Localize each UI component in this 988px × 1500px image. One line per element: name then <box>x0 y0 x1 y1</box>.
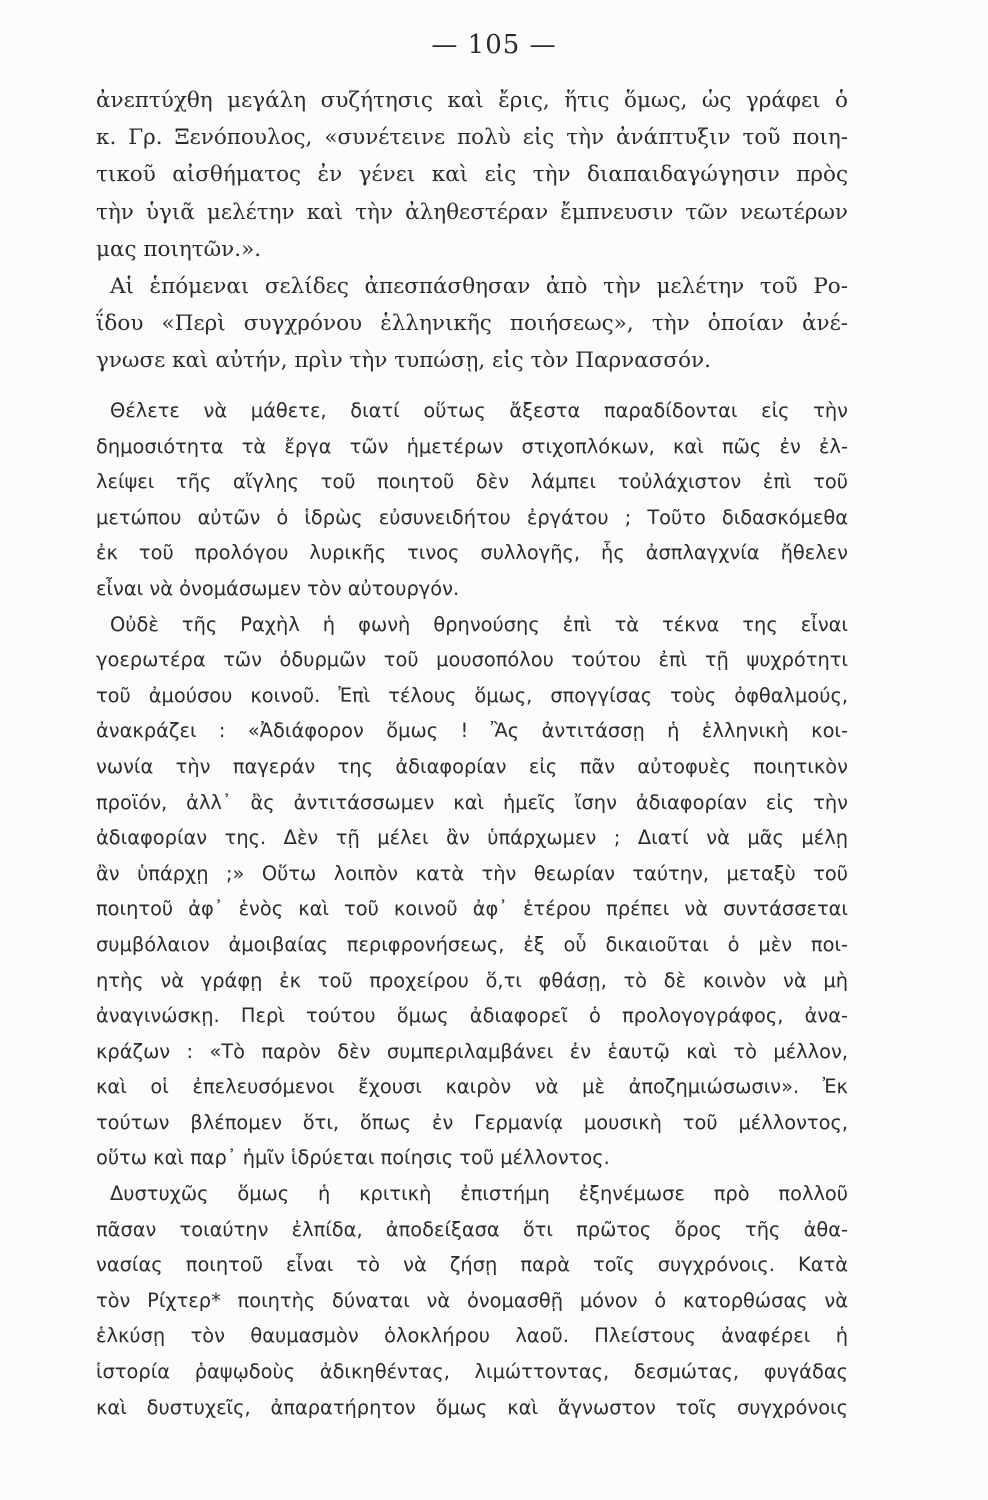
text-line: κράζων : «Τὸ παρὸν δὲν συμπεριλαμβάνει ἐν ἑαυτῷ καὶ τὸ μέλλον, <box>96 1039 848 1063</box>
text-line: Αἱ ἑπόμεναι σελίδες ἀπεσπάσθησαν ἀπὸ τὴν μελέτην τοῦ Ρο- <box>110 273 848 299</box>
intro-paragraphs <box>96 82 848 380</box>
text-line: ἂν ὑπάρχῃ ;» Οὕτω λοιπὸν κατὰ τὴν θεωρίαν ταύτην, μεταξὺ τοῦ <box>96 861 848 885</box>
text-line: συμβόλαιον ἀμοιβαίας περιφρονήσεως, ἐξ οὗ δικαιοῦται ὁ μὲν ποι- <box>96 932 848 956</box>
text-line: γοερωτέρα τῶν ὀδυρμῶν τοῦ μουσοπόλου τούτου ἐπὶ τῇ ψυχρότητι <box>96 648 848 672</box>
page-number: — 105 — <box>431 30 557 60</box>
text-line: γνωσε καὶ αὐτήν, πρὶν τὴν τυπώσῃ, εἰς τὸν Παρνασσόν. <box>96 348 711 374</box>
text-line: Θέλετε νὰ μάθετε, διατί οὕτως ἄξεστα παραδίδονται εἰς τὴν <box>110 399 848 422</box>
text-line: τὸν Ρίχτερ* ποιητὴς δύναται νὰ ὀνομασθῇ μόνον ὁ κατορθώσας νὰ <box>96 1288 848 1312</box>
text-line: ποιητοῦ ἀφ᾽ ἑνὸς καὶ τοῦ κοινοῦ ἀφ᾽ ἑτέρου πρέπει νὰ συντάσσεται <box>96 897 848 921</box>
text-line: Οὐδὲ τῆς Ραχὴλ ἡ φωνὴ θρηνούσης ἐπὶ τὰ τέκνα της εἶναι <box>110 612 848 636</box>
text-line: εἶναι νὰ ὀνομάσωμεν τὸν αὐτουργόν. <box>96 576 460 600</box>
text-line: τοῦ ἀμούσου κοινοῦ. Ἐπὶ τέλους ὅμως, σπογγίσας τοὺς ὀφθαλμούς, <box>96 683 848 707</box>
text-line: ἀναγινώσκῃ. Περὶ τούτου ὅμως ἀδιαφορεῖ ὁ προλογογράφος, ἀνα- <box>96 1004 848 1028</box>
quoted-passage <box>96 393 848 1425</box>
text-line: κ. Γρ. Ξενόπουλος, «συνέτεινε πολὺ εἰς τὴν ἀνάπτυξιν τοῦ ποιη- <box>96 125 848 151</box>
text-line: ητὴς νὰ γράφῃ ἐκ τοῦ προχείρου ὅ,τι φθάσῃ, τὸ δὲ κοινὸν νὰ μὴ <box>96 968 848 992</box>
text-line: λείψει τῆς αἴγλης τοῦ ποιητοῦ δὲν λάμπει τοὐλάχιστον ἐπὶ τοῦ <box>96 470 848 494</box>
text-line: νασίας ποιητοῦ εἶναι τὸ νὰ ζήσῃ παρὰ τοῖς συγχρόνοις. Κατὰ <box>96 1253 848 1277</box>
text-line: ἀδιαφορίαν της. Δὲν τῇ μέλει ἂν ὑπάρχωμεν ; Διατί νὰ μᾶς μέλῃ <box>96 826 848 850</box>
text-line: τούτων βλέπομεν ὅτι, ὅπως ἐν Γερμανίᾳ μουσικὴ τοῦ μέλλοντος, <box>96 1110 848 1134</box>
text-line: ἑλκύσῃ τὸν θαυμασμὸν ὁλοκλήρου λαοῦ. Πλείστους ἀναφέρει ἡ <box>96 1324 848 1348</box>
text-line: Δυστυχῶς ὅμως ἡ κριτικὴ ἐπιστήμη ἐξηνέμωσε πρὸ πολλοῦ <box>110 1182 848 1206</box>
text-line: προϊόν, ἀλλ᾽ ἂς ἀντιτάσσωμεν καὶ ἡμεῖς ἴσην ἀδιαφορίαν εἰς τὴν <box>96 790 848 814</box>
text-line: τὴν ὑγιᾶ μελέτην καὶ τὴν ἀληθεστέραν ἔμπνευσιν τῶν νεωτέρων <box>96 199 848 225</box>
text-line: δημοσιότητα τὰ ἔργα τῶν ἡμετέρων στιχοπλόκων, καὶ πῶς ἐν ἐλ- <box>96 434 848 458</box>
text-line: ἀνεπτύχθη μεγάλη συζήτησις καὶ ἔρις, ἥτις ὅμως, ὡς γράφει ὁ <box>96 88 848 113</box>
text-line: ΐδου «Περὶ συγχρόνου ἑλληνικῆς ποιήσεως», τὴν ὁποίαν ἀνέ- <box>96 311 848 337</box>
text-line: νωνία τὴν παγεράν της ἀδιαφορίαν εἰς πᾶν αὐτοφυὲς ποιητικὸν <box>96 754 848 778</box>
text-line: πᾶσαν τοιαύτην ἐλπίδα, ἀποδείξασα ὅτι πρῶτος ὅρος τῆς ἀθα- <box>96 1217 848 1241</box>
text-line: τικοῦ αἰσθήματος ἐν γένει καὶ εἰς τὴν διαπαιδαγώγησιν πρὸς <box>96 162 848 188</box>
text-line: ἐκ τοῦ προλόγου λυρικῆς τινος συλλογῆς, ἧς ἀσπλαγχνία ἤθελεν <box>96 541 848 565</box>
text-line: μετώπου αὐτῶν ὁ ἱδρὼς εὐσυνειδήτου ἐργάτου ; Τοῦτο διδασκόμεθα <box>96 505 848 529</box>
text-line: οὕτω καὶ παρ᾽ ἡμῖν ἱδρύεται ποίησις τοῦ μέλλοντος. <box>96 1146 610 1170</box>
text-line: καὶ δυστυχεῖς, ἀπαρατήρητον ὅμως καὶ ἄγνωστον τοῖς συγχρόνοις <box>96 1395 848 1419</box>
text-line: ἱστορία ῥαψῳδοὺς ἀδικηθέντας, λιμώττοντας, δεσμώτας, φυγάδας <box>96 1360 848 1384</box>
text-line: καὶ οἱ ἐπελευσόμενοι ἔχουσι καιρὸν νὰ μὲ ἀποζημιώσωσιν». Ἐκ <box>96 1075 848 1099</box>
text-line: μας ποιητῶν.». <box>96 236 262 262</box>
text-line: ἀνακράζει : «Ἀδιάφορον ὅμως ! Ἂς ἀντιτάσσῃ ἡ ἑλληνικὴ κοι- <box>96 719 848 743</box>
